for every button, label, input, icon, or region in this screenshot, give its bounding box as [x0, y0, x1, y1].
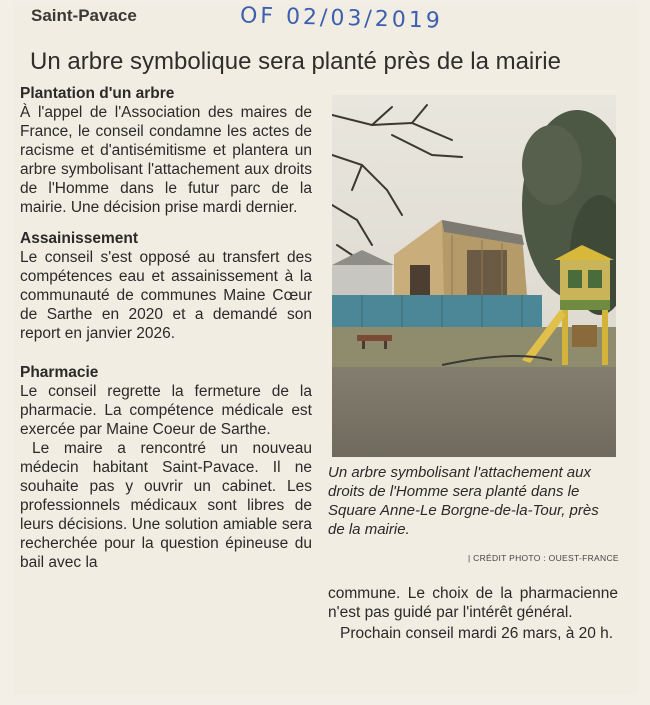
next-council-note: Prochain conseil mardi 26 mars, à 20 h. [340, 625, 614, 642]
continuation-text: commune. Le choix de la pharmacienne n'est pas guidé par l'intérêt général. [328, 585, 618, 621]
park-scene-image [332, 95, 616, 457]
section-assainissement [20, 229, 312, 343]
section-body-paragraph: Le maire a rencontré un nouveau médecin habitant Saint-Pavace. Il ne souhaite pas y ouvrir un cabinet. Les professionnels médicaux sont libres de leurs décisions. Une solution amiable sera recherchée pour la question épineuse du bail avec la [20, 440, 312, 571]
handwritten-date: OF 02/03/2019 [239, 3, 444, 34]
photo-credit: | CRÉDIT PHOTO : OUEST-FRANCE [468, 553, 619, 563]
left-column [20, 84, 312, 572]
section-title: Pharmacie [20, 364, 99, 381]
section-body: Le conseil regrette la fermeture de la pharmacie. La compétence médicale est exercée par Maine Coeur de Sarthe. [20, 383, 312, 438]
section-pharmacie [20, 363, 312, 572]
photo-caption: Un arbre symbolisant l'attachement aux droits de l'Homme sera planté dans le Square Anne-Le Borgne-de-la-Tour, près de la mairie. [328, 464, 599, 538]
section-body: À l'appel de l'Association des maires de France, le conseil condamne les actes de racisme et d'antisémitisme et plantera un arbre symbolisant l'attachement aux droits de l'Homme dans le futur parc de la mairie. Une décision prise mardi dernier. [20, 104, 312, 216]
section-body: Le conseil s'est opposé au transfert des compétences eau et assainissement à la communauté de communes Maine Cœur de Sarthe en 2020 et a demandé son report en janvier 2026. [20, 249, 312, 342]
section-title: Assainissement [20, 230, 139, 247]
right-column-continuation [328, 584, 618, 643]
article-headline: Un arbre symbolique sera planté près de la mairie [30, 48, 561, 75]
section-title: Plantation d'un arbre [20, 85, 175, 102]
section-plantation [20, 84, 312, 217]
article-photo [332, 95, 616, 457]
section-kicker: Saint-Pavace [31, 6, 137, 25]
